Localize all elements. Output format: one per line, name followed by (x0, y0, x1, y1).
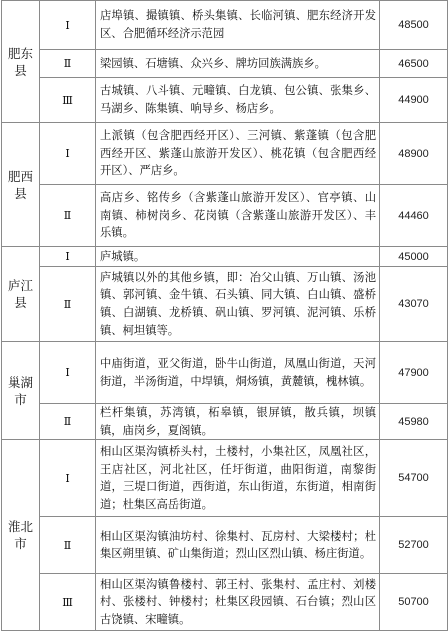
land-price-table (1, 0, 448, 631)
table-row (2, 50, 448, 78)
table-row (2, 440, 448, 517)
grade-cell: Ⅰ (40, 123, 96, 185)
city-name: 肥东县 (7, 45, 33, 78)
areas-cell: 高店乡、铭传乡（含紫蓬山旅游开发区）、官亭镇、山南镇、柿树岗乡、花岗镇（含紫蓬山旅游开发区）、丰乐镇。 (96, 185, 380, 247)
price-cell: 48500 (380, 1, 448, 50)
areas-cell: 相山区渠沟镇鲁楼村、郭王村、张集村、孟庄村、刘楼村、张楼村、钟楼村；杜集区段园镇、石台镇；烈山区古饶镇、宋疃镇。 (96, 574, 380, 631)
areas-cell: 栏杆集镇，苏湾镇，柘皋镇，银屏镇，散兵镇，坝镇镇，庙岗乡，夏阁镇。 (96, 404, 380, 440)
city-cell-lujiang (2, 247, 40, 342)
price-cell: 54700 (380, 440, 448, 517)
grade-cell: Ⅰ (40, 440, 96, 517)
table-row (2, 404, 448, 440)
price-cell: 45000 (380, 247, 448, 267)
table-row (2, 1, 448, 50)
areas-cell: 相山区渠沟镇桥头村，土楼村，小集社区，凤凰社区，王店社区，河北社区，任圩街道，曲阳街道，南黎街道，三堤口街道，西街道，东山街道，东街道，相南街道；杜集区高岳街道。 (96, 440, 380, 517)
table-row (2, 185, 448, 247)
areas-cell: 店埠镇、撮镇镇、桥头集镇、长临河镇、肥东经济开发区、合肥循环经济示范园 (96, 1, 380, 50)
areas-cell: 上派镇（包含肥西经开区）、三河镇、紫蓬镇（包含肥西经开区、紫蓬山旅游开发区）、桃花镇（包含肥西经开区）、严店乡。 (96, 123, 380, 185)
areas-cell: 相山区渠沟镇油坊村、徐集村、瓦房村、大梁楼村；杜集区朔里镇、矿山集街道；烈山区烈山镇、杨庄街道。 (96, 517, 380, 574)
table-row (2, 574, 448, 631)
city-name: 淮北市 (7, 519, 33, 552)
price-cell: 47900 (380, 342, 448, 404)
price-cell: 46500 (380, 50, 448, 78)
grade-cell: Ⅲ (40, 78, 96, 123)
price-cell: 44460 (380, 185, 448, 247)
price-cell: 52700 (380, 517, 448, 574)
grade-cell: Ⅱ (40, 404, 96, 440)
grade-cell: Ⅰ (40, 342, 96, 404)
areas-cell: 庐城镇以外的其他乡镇，即：冶父山镇、万山镇、汤池镇、郭河镇、金牛镇、石头镇、同大镇、白山镇、盛桥镇、白湖镇、龙桥镇、矾山镇、罗河镇、泥河镇、乐桥镇、柯坦镇等。 (96, 267, 380, 342)
city-name: 巢湖市 (7, 374, 33, 407)
table-row (2, 342, 448, 404)
grade-cell: Ⅱ (40, 185, 96, 247)
city-cell-chaohu (2, 342, 40, 440)
grade-cell: Ⅱ (40, 50, 96, 78)
grade-cell: Ⅲ (40, 574, 96, 631)
price-cell: 48900 (380, 123, 448, 185)
city-cell-feixi (2, 123, 40, 247)
grade-cell: Ⅱ (40, 267, 96, 342)
price-cell: 44900 (380, 78, 448, 123)
grade-cell: Ⅰ (40, 247, 96, 267)
city-name: 肥西县 (7, 168, 33, 201)
table-row (2, 123, 448, 185)
grade-cell: Ⅰ (40, 1, 96, 50)
table-row (2, 78, 448, 123)
areas-cell: 梁园镇、石塘镇、众兴乡、牌坊回族满族乡。 (96, 50, 380, 78)
city-cell-feidong (2, 1, 40, 123)
price-cell: 45980 (380, 404, 448, 440)
areas-cell: 古城镇、八斗镇、元疃镇、白龙镇、包公镇、张集乡、马湖乡、陈集镇、响导乡、杨店乡。 (96, 78, 380, 123)
price-cell: 50700 (380, 574, 448, 631)
areas-cell: 庐城镇。 (96, 247, 380, 267)
table-row (2, 267, 448, 342)
city-cell-huaibei (2, 440, 40, 631)
city-name: 庐江县 (7, 278, 33, 310)
table-row (2, 517, 448, 574)
table-row (2, 247, 448, 267)
areas-cell: 中庙街道，亚父街道，卧牛山街道，凤凰山街道，天河街道，半汤街道，中垾镇，烔炀镇，黄麓镇，槐林镇。 (96, 342, 380, 404)
grade-cell: Ⅱ (40, 517, 96, 574)
price-cell: 43070 (380, 267, 448, 342)
